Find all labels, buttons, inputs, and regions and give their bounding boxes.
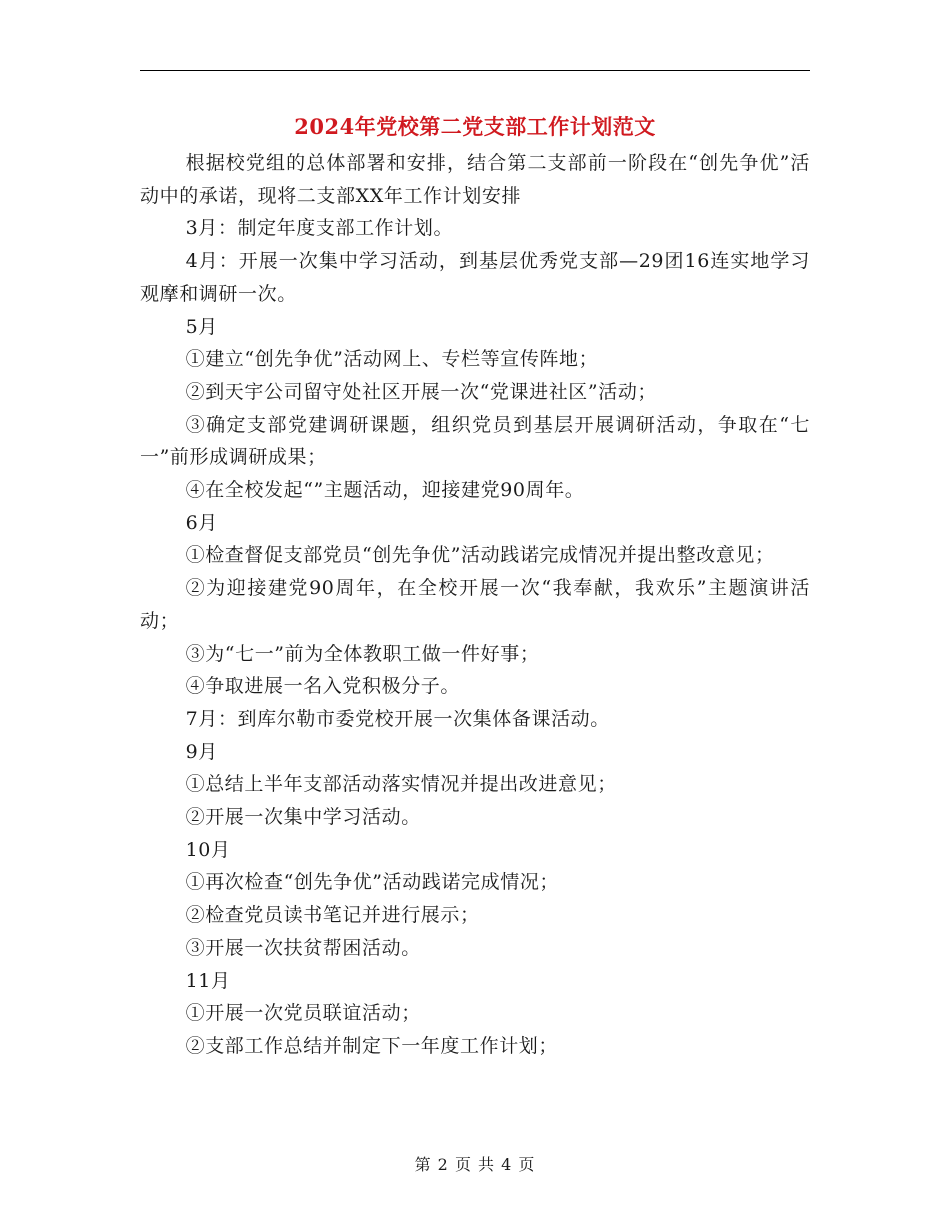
paragraph: ②到天宇公司留守处社区开展一次“党课进社区”活动； (185, 380, 658, 403)
paragraph: 9月 (185, 740, 218, 763)
paragraph: 根据校党组的总体部署和安排，结合第二支部前一阶段在“创先争优”活动中的承诺，现将二支部XX年工作计划安排 (140, 152, 810, 207)
paragraph: ②检查党员读书笔记并进行展示； (185, 904, 480, 927)
paragraph: ④在全校发起“”主题活动，迎接建党90周年。 (185, 479, 585, 502)
paragraph: ②为迎接建党90周年，在全校开展一次“我奉献，我欢乐”主题演讲活动； (140, 577, 810, 632)
paragraph: ②支部工作总结并制定下一年度工作计划； (185, 1034, 558, 1057)
document-body (140, 147, 810, 1063)
paragraph: ①检查督促支部党员“创先争优”活动践诺完成情况并提出整改意见； (185, 544, 775, 567)
paragraph: ④争取进展一名入党积极分子。 (185, 675, 460, 698)
paragraph: ①开展一次党员联谊活动； (185, 1002, 421, 1025)
header-rule (140, 70, 810, 71)
paragraph: ③确定支部党建调研课题，组织党员到基层开展调研活动，争取在“七一”前形成调研成果； (140, 413, 810, 469)
paragraph: ②开展一次集中学习活动。 (185, 806, 421, 829)
paragraph: 10月 (185, 838, 231, 861)
page-number: 第 2 页 共 4 页 (414, 1155, 536, 1174)
paragraph: ①总结上半年支部活动落实情况并提出改进意见； (185, 773, 617, 796)
document-title: 2024年党校第二党支部工作计划范文 (294, 114, 656, 139)
paragraph: 11月 (185, 969, 231, 992)
paragraph: ③开展一次扶贫帮困活动。 (185, 936, 421, 959)
paragraph: 5月 (185, 315, 218, 338)
paragraph: ①建立“创先争优”活动网上、专栏等宣传阵地； (185, 348, 599, 371)
paragraph: 4月：开展一次集中学习活动，到基层优秀党支部—29团16连实地学习观摩和调研一次。 (140, 250, 810, 305)
paragraph: 7月：到库尔勒市委党校开展一次集体备课活动。 (185, 707, 610, 730)
paragraph: ③为“七一”前为全体教职工做一件好事； (185, 642, 540, 665)
paragraph: ①再次检查“创先争优”活动践诺完成情况； (185, 871, 560, 894)
paragraph: 6月 (185, 511, 218, 534)
paragraph: 3月：制定年度支部工作计划。 (185, 217, 454, 240)
